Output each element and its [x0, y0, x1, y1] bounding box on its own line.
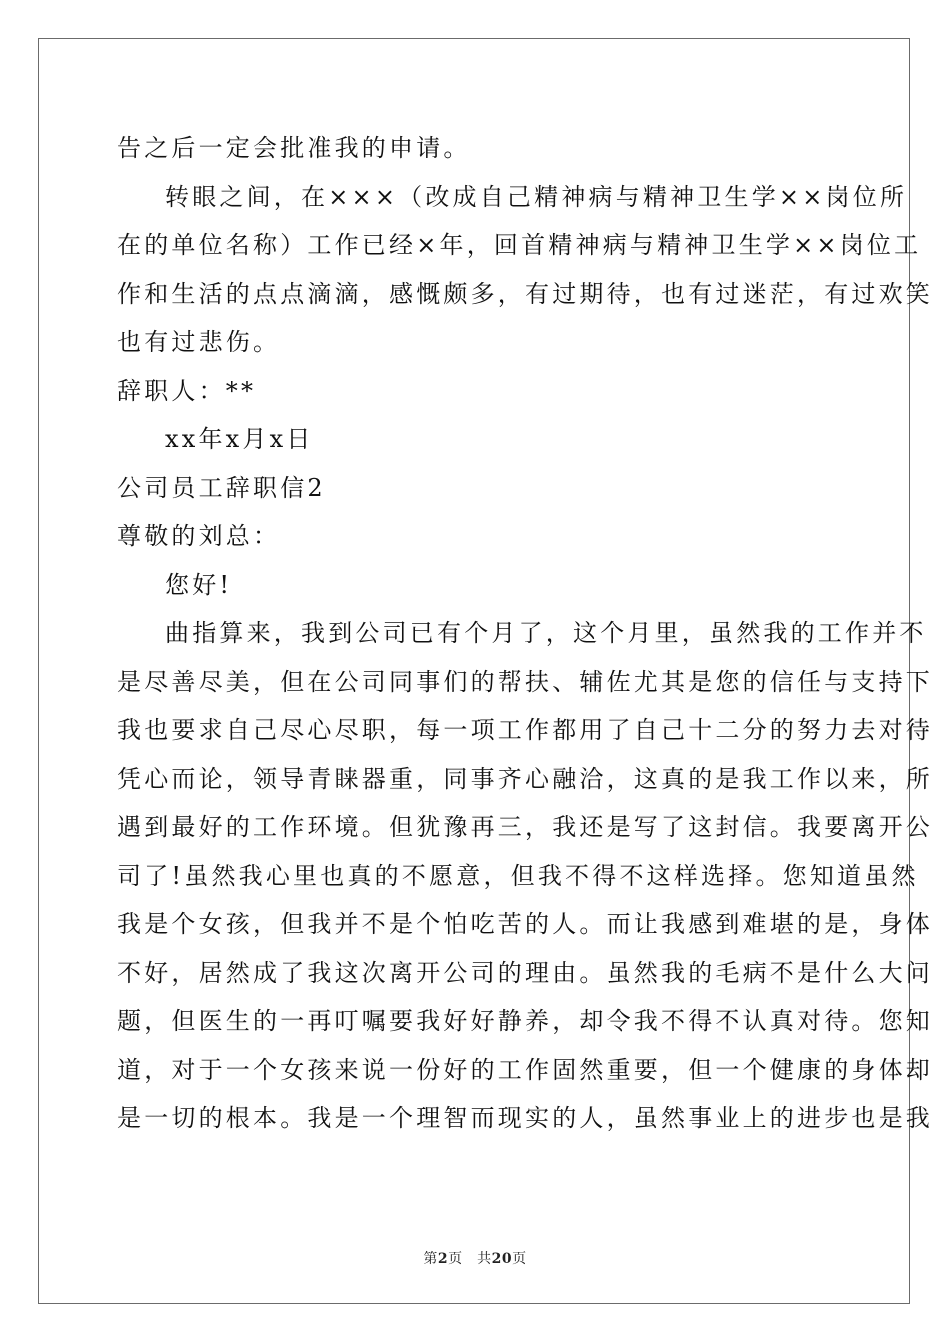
- paragraph-line: 我也要求自己尽心尽职，每一项工作都用了自己十二分的努力去对待: [117, 716, 933, 744]
- paragraph-line: 题，但医生的一再叮嘱要我好好静养，却令我不得不认真对待。您知: [117, 1007, 933, 1035]
- paragraph-line: 我是个女孩，但我并不是个怕吃苦的人。而让我感到难堪的是，身体: [117, 910, 933, 938]
- paragraph-line: 在的单位名称）工作已经×年，回首精神病与精神卫生学××岗位工: [117, 231, 922, 259]
- paragraph-line: 道，对于一个女孩来说一份好的工作固然重要，但一个健康的身体却: [117, 1055, 933, 1084]
- page-mid: 页 共: [448, 1251, 492, 1267]
- paragraph-line: 遇到最好的工作环境。但犹豫再三，我还是写了这封信。我要离开公: [117, 813, 933, 841]
- page-current-number: 2: [437, 1251, 449, 1267]
- paragraph-line: 告之后一定会批准我的申请。: [117, 134, 471, 162]
- signature-line: 辞职人：**: [117, 376, 257, 405]
- date-line: xx年x月x日: [165, 425, 314, 453]
- paragraph-line: 是一切的根本。我是一个理智而现实的人，虽然事业上的进步也是我: [117, 1104, 933, 1132]
- page-total-number: 20: [491, 1251, 513, 1267]
- document-body: [117, 132, 933, 1151]
- paragraph-line: 不好，居然成了我这次离开公司的理由。虽然我的毛病不是什么大问: [117, 958, 933, 987]
- paragraph-line: 也有过悲伤。: [117, 328, 281, 356]
- section-title: 公司员工辞职信2: [117, 473, 326, 502]
- paragraph-line: 曲指算来，我到公司已有个月了，这个月里，虽然我的工作并不: [165, 619, 927, 647]
- paragraph-line: 凭心而论，领导青睐器重，同事齐心融洽，这真的是我工作以来，所: [117, 764, 933, 793]
- paragraph-line: 是尽善尽美，但在公司同事们的帮扶、辅佐尤其是您的信任与支持下: [117, 667, 933, 696]
- paragraph-line: 司了!虽然我心里也真的不愿意，但我不得不这样选择。您知道虽然: [117, 861, 919, 890]
- page-prefix: 第: [423, 1251, 438, 1267]
- paragraph-line: 转眼之间，在×××（改成自己精神病与精神卫生学××岗位所: [165, 182, 908, 211]
- salutation: 尊敬的刘总：: [117, 522, 281, 550]
- page-suffix: 页: [512, 1251, 527, 1267]
- greeting: 您好!: [165, 570, 233, 599]
- paragraph-line: 作和生活的点点滴滴，感慨颇多，有过期待，也有过迷茫，有过欢笑: [117, 279, 933, 308]
- page-footer: [0, 1248, 950, 1268]
